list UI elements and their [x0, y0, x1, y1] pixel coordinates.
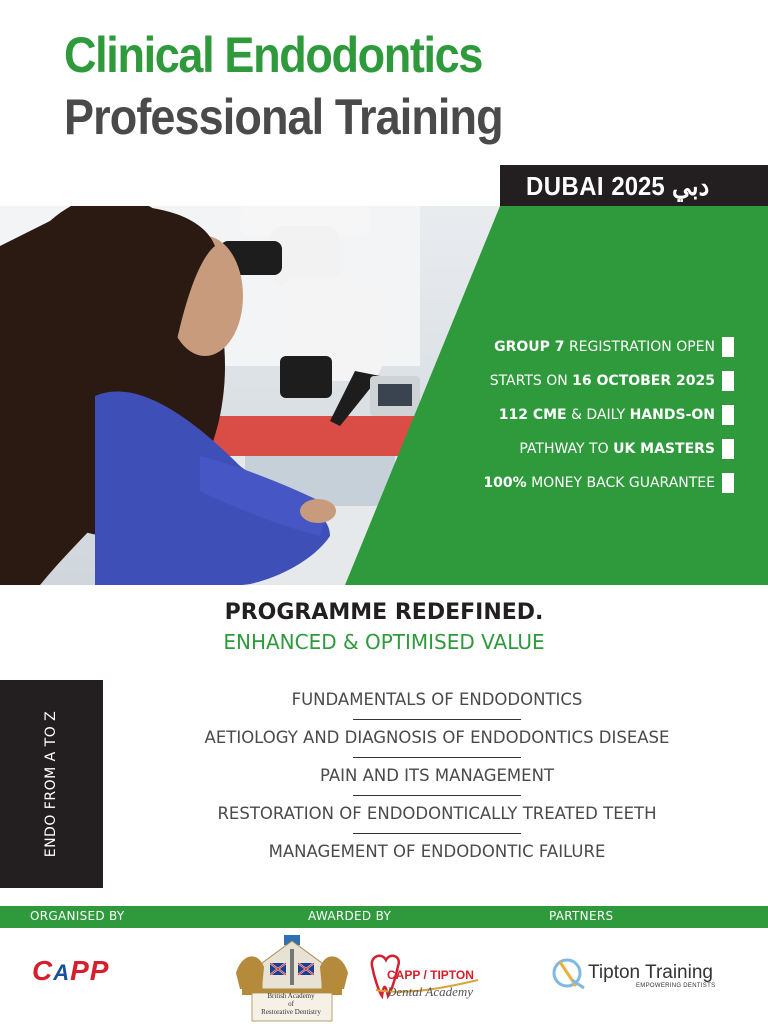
person-hand	[300, 499, 336, 523]
page-title-line2: Professional Training	[64, 89, 503, 145]
side-label: ENDO FROM A TO Z	[43, 710, 59, 858]
page-title-line1: Clinical Endodontics	[64, 27, 483, 83]
modules-list	[106, 686, 768, 876]
capp-logo: CAPP	[32, 955, 110, 986]
module-item: MANAGEMENT OF ENDODONTIC FAILURE	[268, 842, 606, 861]
highlight-marker	[722, 473, 734, 493]
location-year: 2025	[611, 171, 665, 201]
tipton-training-name: Tipton Training	[588, 962, 713, 983]
highlight-marker	[722, 337, 734, 357]
tipton-training-logo-icon	[550, 956, 590, 990]
highlight-item: 100% MONEY BACK GUARANTEE	[314, 466, 734, 500]
bard-crest-text: British Academy of Restorative Dentistry	[261, 992, 321, 1016]
footer-partners: PARTNERS	[549, 909, 614, 923]
module-item: PAIN AND ITS MANAGEMENT	[106, 762, 768, 800]
location-city-arabic: دبي	[671, 171, 710, 201]
highlights-list	[314, 330, 734, 500]
highlight-marker	[722, 371, 734, 391]
highlight-item: 112 CME & DAILY HANDS-ON	[314, 398, 734, 432]
module-item: AETIOLOGY AND DIAGNOSIS OF ENDODONTICS DISEASE	[106, 724, 768, 762]
footer-organised-by: ORGANISED BY	[30, 909, 125, 923]
highlight-item: STARTS ON 16 OCTOBER 2025	[314, 364, 734, 398]
highlight-item: PATHWAY TO UK MASTERS	[314, 432, 734, 466]
location-city: DUBAI	[526, 171, 605, 201]
capp-tipton-title: CAPP / TIPTON	[387, 968, 474, 982]
highlight-marker	[722, 439, 734, 459]
capp-tipton-subtitle: Dental Academy	[387, 984, 474, 999]
tipton-training-tagline: EMPOWERING DENTISTS	[636, 983, 716, 989]
module-divider	[353, 833, 521, 834]
footer-awarded-by: AWARDED BY	[308, 909, 392, 923]
programme-title: PROGRAMME REDEFINED.	[224, 600, 544, 625]
module-item: FUNDAMENTALS OF ENDODONTICS	[106, 686, 768, 724]
module-divider	[353, 719, 521, 720]
module-divider	[353, 795, 521, 796]
location-text	[526, 171, 717, 202]
module-divider	[353, 757, 521, 758]
highlight-item: GROUP 7 REGISTRATION OPEN	[314, 330, 734, 364]
highlight-marker	[722, 405, 734, 425]
programme-subtitle: ENHANCED & OPTIMISED VALUE	[223, 630, 545, 654]
module-item: RESTORATION OF ENDODONTICALLY TREATED TEETH	[106, 800, 768, 838]
